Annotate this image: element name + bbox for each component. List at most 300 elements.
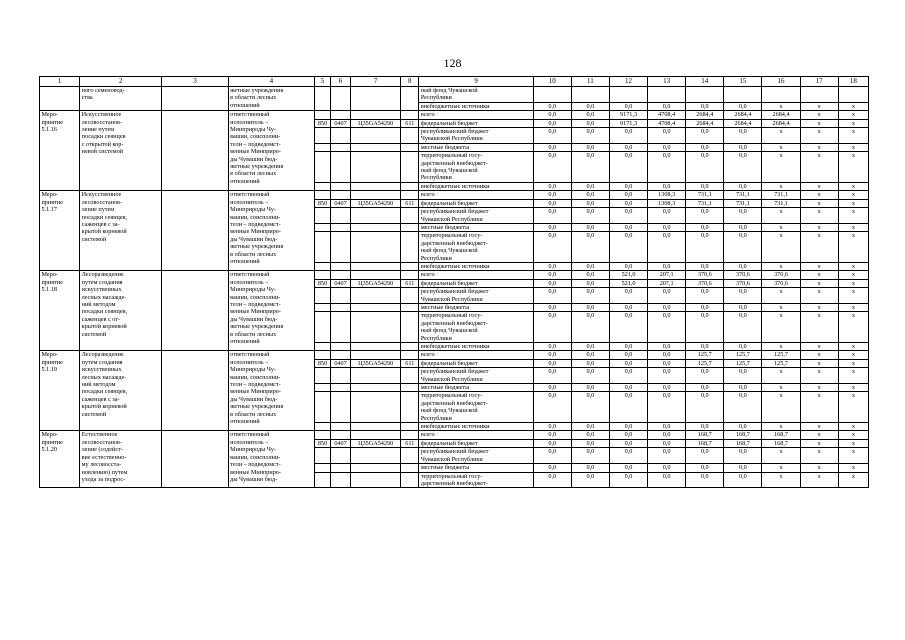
column-number-cell: 4: [228, 77, 314, 87]
source-cell: внебюджетные источники: [419, 262, 533, 270]
value-cell: 0,0: [724, 312, 762, 343]
value-cell: 0,0: [724, 448, 762, 464]
value-cell: 4708,4: [648, 111, 686, 119]
code-cell: [401, 303, 419, 311]
value-cell: 0,0: [571, 182, 609, 190]
measure-id-cell: Меро- приятие 5.1.20: [40, 431, 80, 488]
code-cell: [331, 111, 351, 119]
source-cell: республиканский бюджет Чувашской Республики: [419, 288, 533, 304]
value-cell: [724, 87, 762, 103]
column-number-cell: 8: [401, 77, 419, 87]
value-cell: x: [800, 392, 838, 423]
executor-cell: ответственный исполнитель – Минприроды Чу- вашии, соисполни- тели – подведомст- венные Минприро- ды Чувашии бюд- жетные учреждения в области лесных отношений: [228, 191, 314, 271]
value-cell: x: [838, 271, 868, 279]
value-cell: 0,0: [686, 312, 724, 343]
source-cell: федеральный бюджет: [419, 439, 533, 447]
source-cell: местные бюджеты: [419, 143, 533, 151]
code-cell: [351, 191, 401, 199]
value-cell: 0,0: [686, 288, 724, 304]
value-cell: [609, 87, 647, 103]
empty-cell: [162, 111, 228, 191]
value-cell: 2684,4: [724, 111, 762, 119]
value-cell: 0,0: [571, 232, 609, 263]
value-cell: 4708,4: [648, 119, 686, 127]
value-cell: x: [762, 262, 800, 270]
code-cell: [314, 191, 330, 199]
value-cell: [648, 87, 686, 103]
value-cell: x: [800, 351, 838, 359]
value-cell: 0,0: [724, 152, 762, 183]
code-cell: [314, 472, 330, 488]
value-cell: 125,7: [762, 359, 800, 367]
executor-cell: ответственный исполнитель – Минприроды Чу- вашии, соисполни- тели – подведомст- венные Минприро- ды Чувашии бюд- жетные учреждения в области лесных отношений: [228, 271, 314, 351]
source-cell: территориальный госу- дарственный внебюджет- ный фонд Чувашской Республики: [419, 152, 533, 183]
value-cell: 731,1: [724, 191, 762, 199]
value-cell: x: [762, 182, 800, 190]
code-cell: [401, 191, 419, 199]
value-cell: 0,0: [609, 199, 647, 207]
value-cell: x: [838, 464, 868, 472]
column-number-cell: 5: [314, 77, 330, 87]
value-cell: x: [800, 262, 838, 270]
value-cell: 207,1: [648, 279, 686, 287]
value-cell: 731,1: [762, 199, 800, 207]
code-cell: [331, 128, 351, 144]
value-cell: x: [762, 303, 800, 311]
source-cell: федеральный бюджет: [419, 199, 533, 207]
code-cell: [351, 312, 401, 343]
value-cell: x: [800, 288, 838, 304]
value-cell: x: [838, 431, 868, 439]
code-cell: [331, 392, 351, 423]
value-cell: x: [800, 464, 838, 472]
value-cell: 0,0: [648, 392, 686, 423]
value-cell: 9171,3: [609, 119, 647, 127]
value-cell: 0,0: [648, 472, 686, 488]
value-cell: x: [762, 128, 800, 144]
value-cell: 0,0: [533, 182, 571, 190]
value-cell: 0,0: [533, 128, 571, 144]
measure-row: [40, 431, 869, 439]
value-cell: 0,0: [686, 448, 724, 464]
value-cell: 0,0: [648, 128, 686, 144]
code-cell: [351, 232, 401, 263]
source-cell: внебюджетные источники: [419, 182, 533, 190]
value-cell: 0,0: [648, 152, 686, 183]
value-cell: x: [838, 182, 868, 190]
value-cell: 9171,3: [609, 111, 647, 119]
glavbuh-code-cell: 850: [314, 359, 330, 367]
value-cell: 0,0: [686, 262, 724, 270]
code-cell: [401, 232, 419, 263]
value-cell: 0,0: [648, 359, 686, 367]
source-cell: территориальный госу- дарственный внебюджет- ный фонд Чувашской Республики: [419, 232, 533, 263]
value-cell: x: [838, 472, 868, 488]
column-number-cell: 3: [162, 77, 228, 87]
value-cell: x: [838, 199, 868, 207]
value-cell: 0,0: [724, 472, 762, 488]
value-cell: x: [838, 351, 868, 359]
value-cell: x: [762, 223, 800, 231]
value-cell: 370,6: [724, 279, 762, 287]
column-number-cell: 18: [838, 77, 868, 87]
target-article-cell: Ц35GA54290: [351, 199, 401, 207]
value-cell: [762, 87, 800, 103]
target-article-cell: Ц35GA54290: [351, 119, 401, 127]
value-cell: 0,0: [686, 423, 724, 431]
value-cell: 0,0: [724, 232, 762, 263]
value-cell: 125,7: [724, 359, 762, 367]
value-cell: 0,0: [571, 439, 609, 447]
value-cell: 0,0: [648, 384, 686, 392]
value-cell: x: [838, 208, 868, 224]
code-cell: [331, 431, 351, 439]
value-cell: x: [800, 208, 838, 224]
code-cell: [351, 423, 401, 431]
value-cell: 0,0: [609, 312, 647, 343]
code-cell: [351, 303, 401, 311]
value-cell: x: [838, 119, 868, 127]
value-cell: 2684,4: [686, 119, 724, 127]
value-cell: 0,0: [571, 384, 609, 392]
value-cell: 0,0: [571, 464, 609, 472]
value-cell: x: [800, 128, 838, 144]
value-cell: x: [800, 223, 838, 231]
expense-type-cell: 611: [401, 279, 419, 287]
code-cell: [351, 472, 401, 488]
code-cell: [314, 343, 330, 351]
value-cell: 0,0: [686, 368, 724, 384]
value-cell: x: [838, 279, 868, 287]
source-cell: республиканский бюджет Чувашской Республики: [419, 368, 533, 384]
value-cell: 0,0: [648, 423, 686, 431]
code-cell: [331, 312, 351, 343]
source-cell: территориальный госу- дарственный внебюджет- ный фонд Чувашской Республики: [419, 312, 533, 343]
code-cell: [314, 423, 330, 431]
value-cell: 0,0: [609, 343, 647, 351]
value-cell: 0,0: [609, 152, 647, 183]
value-cell: 0,0: [571, 262, 609, 270]
code-cell: [331, 191, 351, 199]
code-cell: [314, 464, 330, 472]
column-number-cell: 13: [648, 77, 686, 87]
value-cell: 0,0: [686, 232, 724, 263]
source-cell: всего: [419, 431, 533, 439]
code-cell: [401, 288, 419, 304]
value-cell: 370,6: [724, 271, 762, 279]
value-cell: 0,0: [648, 208, 686, 224]
value-cell: 0,0: [648, 232, 686, 263]
source-cell: местные бюджеты: [419, 303, 533, 311]
code-cell: [314, 143, 330, 151]
value-cell: x: [800, 303, 838, 311]
value-cell: 0,0: [724, 208, 762, 224]
value-cell: 0,0: [533, 111, 571, 119]
value-cell: x: [800, 423, 838, 431]
target-article-cell: Ц35GA54290: [351, 439, 401, 447]
value-cell: 370,6: [762, 271, 800, 279]
value-cell: 0,0: [648, 343, 686, 351]
value-cell: x: [838, 223, 868, 231]
column-number-cell: 10: [533, 77, 571, 87]
value-cell: x: [762, 343, 800, 351]
code-cell: [314, 271, 330, 279]
measure-row: [40, 351, 869, 359]
value-cell: 0,0: [609, 384, 647, 392]
value-cell: x: [762, 152, 800, 183]
value-cell: x: [762, 392, 800, 423]
value-cell: x: [838, 423, 868, 431]
source-cell: республиканский бюджет Чувашской Республики: [419, 208, 533, 224]
code-cell: [401, 111, 419, 119]
value-cell: 0,0: [724, 303, 762, 311]
code-cell: [351, 368, 401, 384]
value-cell: 0,0: [533, 359, 571, 367]
code-cell: [314, 87, 330, 111]
value-cell: x: [800, 368, 838, 384]
value-cell: 125,7: [686, 351, 724, 359]
value-cell: 0,0: [686, 392, 724, 423]
value-cell: 1308,3: [648, 199, 686, 207]
value-cell: 0,0: [648, 351, 686, 359]
executor-cell: жетные учреждения в области лесных отношений: [228, 87, 314, 111]
code-cell: [331, 303, 351, 311]
value-cell: 0,0: [571, 431, 609, 439]
column-number-cell: 11: [571, 77, 609, 87]
code-cell: [331, 262, 351, 270]
measure-name-cell: Искусственное лесовосстанов- ление путем посадки сеянцев, саженцев с за- крытой корневой системой: [80, 191, 162, 271]
value-cell: 0,0: [686, 464, 724, 472]
value-cell: x: [838, 262, 868, 270]
value-cell: 0,0: [724, 143, 762, 151]
value-cell: x: [838, 111, 868, 119]
value-cell: 731,1: [762, 191, 800, 199]
value-cell: 0,0: [571, 128, 609, 144]
code-cell: [351, 448, 401, 464]
code-cell: [331, 143, 351, 151]
value-cell: 0,0: [724, 102, 762, 110]
value-cell: 0,0: [648, 448, 686, 464]
value-cell: 168,7: [686, 439, 724, 447]
source-cell: республиканский бюджет Чувашской Республики: [419, 448, 533, 464]
code-cell: [331, 351, 351, 359]
value-cell: 0,0: [609, 368, 647, 384]
code-cell: [331, 152, 351, 183]
measure-name-cell: Лесоразведение путем создания искусственных лесных насажде- ний методом посадки сеянцев, саженцев с за- крытой корневой системой: [80, 351, 162, 431]
value-cell: 207,1: [648, 271, 686, 279]
value-cell: 0,0: [609, 102, 647, 110]
value-cell: 0,0: [648, 312, 686, 343]
measure-id-cell: Меро- приятие 5.1.17: [40, 191, 80, 271]
code-cell: [401, 262, 419, 270]
value-cell: 2684,4: [724, 119, 762, 127]
code-cell: [351, 271, 401, 279]
code-cell: [351, 288, 401, 304]
value-cell: 370,6: [762, 279, 800, 287]
value-cell: [686, 87, 724, 103]
source-cell: территориальный госу- дарственный внебюджет- ный фонд Чувашской Республики: [419, 392, 533, 423]
code-cell: [401, 423, 419, 431]
value-cell: x: [838, 359, 868, 367]
value-cell: 0,0: [686, 152, 724, 183]
code-cell: [331, 472, 351, 488]
value-cell: x: [762, 384, 800, 392]
code-cell: [401, 472, 419, 488]
target-article-cell: Ц35GA54290: [351, 279, 401, 287]
value-cell: 0,0: [533, 208, 571, 224]
value-cell: x: [800, 119, 838, 127]
value-cell: 0,0: [533, 312, 571, 343]
value-cell: 0,0: [533, 223, 571, 231]
value-cell: 0,0: [571, 152, 609, 183]
value-cell: 521,0: [609, 279, 647, 287]
value-cell: x: [838, 191, 868, 199]
glavbuh-code-cell: 850: [314, 199, 330, 207]
executor-cell: ответственный исполнитель – Минприроды Чу- вашии, соисполни- тели – подведомст- венные Минприро- ды Чувашии бюд- жетные учреждения в области лесных отношений: [228, 351, 314, 431]
value-cell: 731,1: [724, 199, 762, 207]
source-cell: всего: [419, 191, 533, 199]
source-cell: республиканский бюджет Чувашской Республики: [419, 128, 533, 144]
value-cell: x: [838, 392, 868, 423]
code-cell: [401, 392, 419, 423]
value-cell: x: [838, 303, 868, 311]
measure-id-cell: Меро- приятие 5.1.16: [40, 111, 80, 191]
glavbuh-code-cell: 850: [314, 439, 330, 447]
value-cell: 0,0: [609, 464, 647, 472]
value-cell: x: [838, 384, 868, 392]
code-cell: [351, 208, 401, 224]
value-cell: 0,0: [533, 191, 571, 199]
empty-cell: [162, 351, 228, 431]
value-cell: 0,0: [571, 223, 609, 231]
measure-name-cell: ного семеновод- ства: [80, 87, 162, 111]
value-cell: 0,0: [648, 431, 686, 439]
value-cell: x: [800, 232, 838, 263]
column-number-cell: 9: [419, 77, 533, 87]
value-cell: x: [762, 208, 800, 224]
value-cell: 0,0: [571, 423, 609, 431]
value-cell: 0,0: [724, 423, 762, 431]
value-cell: 168,7: [724, 439, 762, 447]
value-cell: 0,0: [686, 472, 724, 488]
measure-row: [40, 191, 869, 199]
value-cell: 0,0: [571, 448, 609, 464]
value-cell: 0,0: [533, 368, 571, 384]
value-cell: 0,0: [686, 128, 724, 144]
value-cell: 0,0: [724, 223, 762, 231]
code-cell: [314, 208, 330, 224]
value-cell: 0,0: [609, 288, 647, 304]
section-code-cell: 0407: [331, 439, 351, 447]
value-cell: 2684,4: [762, 111, 800, 119]
source-cell: местные бюджеты: [419, 464, 533, 472]
value-cell: 370,6: [686, 279, 724, 287]
value-cell: 0,0: [533, 343, 571, 351]
value-cell: 0,0: [609, 182, 647, 190]
value-cell: 0,0: [724, 392, 762, 423]
code-cell: [314, 384, 330, 392]
section-code-cell: 0407: [331, 359, 351, 367]
code-cell: [331, 384, 351, 392]
value-cell: 2684,4: [686, 111, 724, 119]
value-cell: 0,0: [609, 431, 647, 439]
value-cell: 168,7: [762, 439, 800, 447]
code-cell: [351, 143, 401, 151]
value-cell: 0,0: [609, 191, 647, 199]
value-cell: 0,0: [724, 368, 762, 384]
value-cell: x: [762, 102, 800, 110]
value-cell: x: [762, 143, 800, 151]
code-cell: [331, 464, 351, 472]
value-cell: x: [800, 191, 838, 199]
value-cell: 0,0: [533, 199, 571, 207]
code-cell: [401, 368, 419, 384]
value-cell: 0,0: [533, 232, 571, 263]
value-cell: x: [762, 472, 800, 488]
value-cell: 0,0: [724, 182, 762, 190]
value-cell: x: [838, 343, 868, 351]
value-cell: 0,0: [609, 351, 647, 359]
value-cell: x: [800, 448, 838, 464]
value-cell: 0,0: [609, 262, 647, 270]
empty-cell: [162, 431, 228, 488]
code-cell: [401, 208, 419, 224]
measure-id-cell: Меро- приятие 5.1.19: [40, 351, 80, 431]
code-cell: [331, 288, 351, 304]
code-cell: [314, 152, 330, 183]
value-cell: 521,0: [609, 271, 647, 279]
value-cell: x: [800, 431, 838, 439]
value-cell: 2684,4: [762, 119, 800, 127]
value-cell: 0,0: [533, 102, 571, 110]
value-cell: 1308,3: [648, 191, 686, 199]
value-cell: 0,0: [571, 343, 609, 351]
value-cell: 0,0: [571, 271, 609, 279]
column-number-row: [40, 77, 869, 87]
source-cell: местные бюджеты: [419, 384, 533, 392]
value-cell: 0,0: [686, 143, 724, 151]
value-cell: 0,0: [571, 312, 609, 343]
section-code-cell: 0407: [331, 199, 351, 207]
code-cell: [351, 343, 401, 351]
value-cell: x: [838, 288, 868, 304]
value-cell: 0,0: [648, 368, 686, 384]
value-cell: 0,0: [609, 423, 647, 431]
expense-type-cell: 611: [401, 119, 419, 127]
code-cell: [331, 223, 351, 231]
code-cell: [351, 464, 401, 472]
value-cell: 0,0: [533, 279, 571, 287]
code-cell: [401, 271, 419, 279]
empty-cell: [162, 271, 228, 351]
code-cell: [314, 262, 330, 270]
value-cell: 370,6: [686, 271, 724, 279]
executor-cell: ответственный исполнитель – Минприроды Чу- вашии, соисполни- тели – подведомст- венные Минприро- ды Чувашии бюд-: [228, 431, 314, 488]
value-cell: 0,0: [533, 143, 571, 151]
value-cell: x: [800, 182, 838, 190]
value-cell: 0,0: [724, 343, 762, 351]
value-cell: 0,0: [648, 288, 686, 304]
page-number: 128: [443, 56, 462, 70]
value-cell: 0,0: [571, 102, 609, 110]
value-cell: 0,0: [724, 384, 762, 392]
code-cell: [351, 111, 401, 119]
code-cell: [314, 128, 330, 144]
empty-cell: [162, 87, 228, 111]
value-cell: 0,0: [609, 359, 647, 367]
source-cell: территориальный госу- дарственный внебюджет-: [419, 472, 533, 488]
value-cell: [533, 87, 571, 103]
